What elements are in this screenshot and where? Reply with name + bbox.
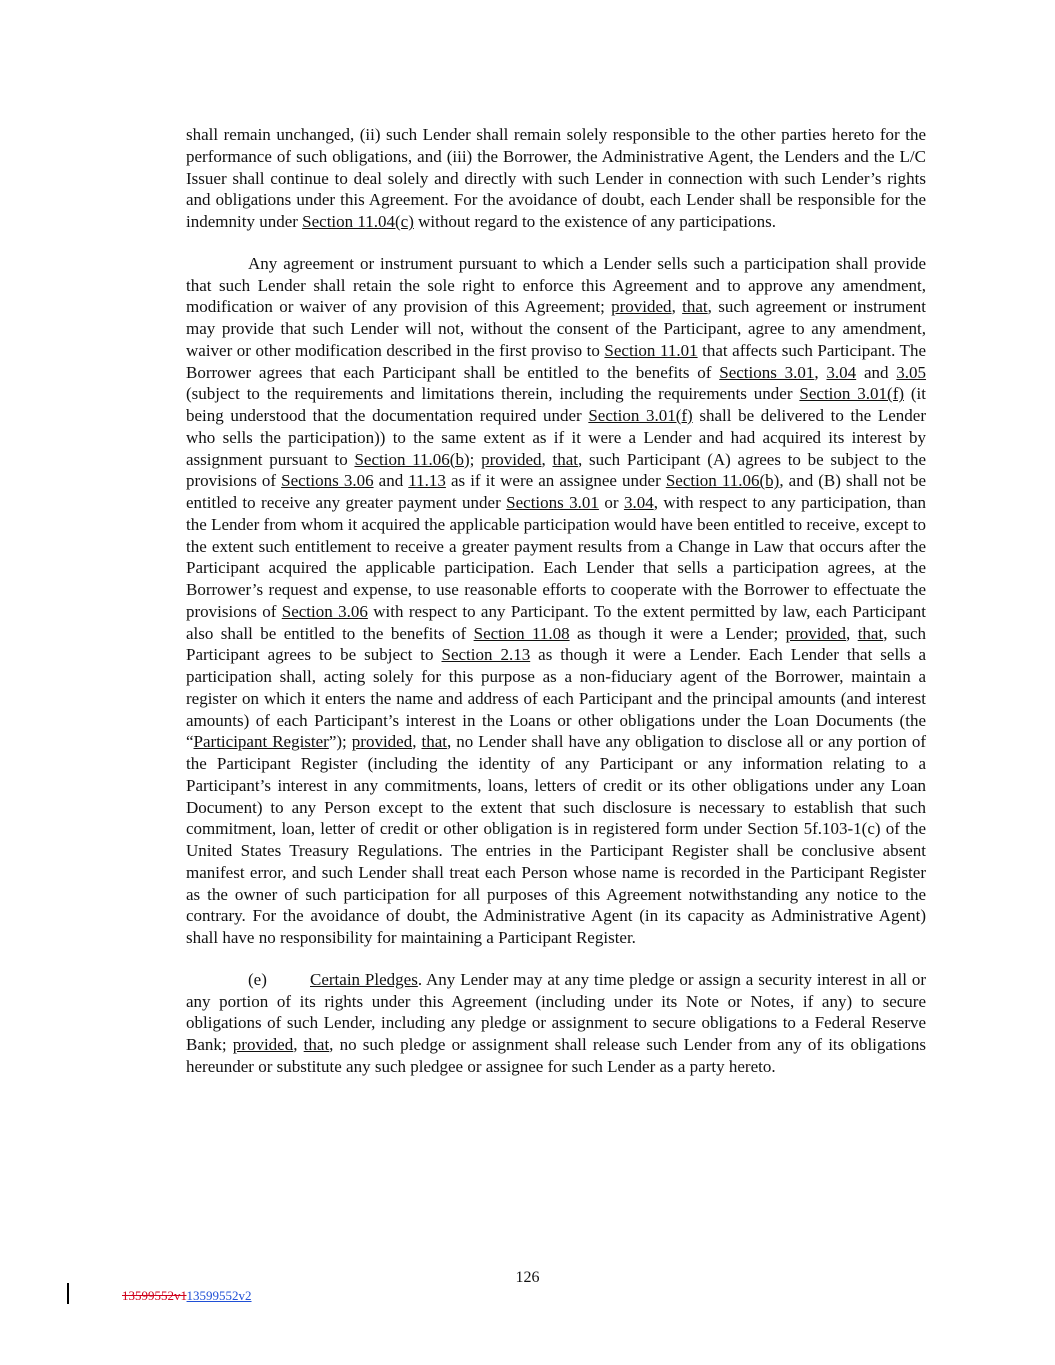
- text-run: , no Lender shall have any obligation to disclose all or any portion of the Participant Register (including the identity of any Participant or any information relating to a Participant’s interest in any commitments, loans, letters of credit or its other obligations under any Loan Document) to any Person except to the extent that such disclosure is necessary to establish that such commitment, loan, letter of credit or other obligation is in registered form under Section 5f.103-1(c) of the United States Treasury Regulations. The entries in the Participant Register shall be conclusive absent manifest error, and such Lender shall treat each Person whose name is recorded in the Participant Register as the owner of such participation for all purposes of this Agreement notwithstanding any notice to the contrary. For the avoidance of doubt, the Administrative Agent (in its capacity as Administrative Agent) shall have no responsibility for maintaining a Participant Register.: [186, 732, 926, 947]
- proviso-term: that: [421, 732, 447, 752]
- proviso-term: provided: [351, 732, 413, 752]
- proviso-term: provided: [611, 297, 672, 317]
- text-run: with respect to any Participant. To the extent permitted by law, each Participant also shall be entitled to the benefits of: [186, 601, 927, 643]
- defined-term: Participant Register: [193, 732, 329, 752]
- text-run: ”);: [328, 732, 352, 752]
- text-run: as though it were a Lender. Each Lender that sells a participation shall, acting solely for this purpose as a non-fiduciary agent of the Borrower, maintain a register on which it enters the name and address of each Participant and the principal amounts (and interest amounts) of each Participant’s interest in the Loans or other obligations under the Loan Documents (the “: [186, 645, 927, 752]
- text-run: ,: [671, 297, 683, 317]
- section-reference: Sections 3.06: [281, 471, 374, 491]
- section-reference: Section 2.13: [441, 645, 531, 665]
- proviso-term: provided: [481, 449, 542, 469]
- document-id-inserted: 13599552v2: [186, 1288, 252, 1303]
- section-reference: Section 11.01: [604, 340, 698, 360]
- proviso-term: that: [857, 623, 884, 643]
- section-reference: Sections 3.01: [506, 493, 599, 512]
- text-run: ,: [541, 449, 553, 469]
- text-run: , such agreement or instrument may provide that such Lender will not, without the consent of the Participant, agree to any amendment, waiver or other modification described in the first proviso to: [186, 297, 926, 360]
- text-run: , such Participant (A) agrees to be subject to the provisions of: [186, 449, 927, 491]
- text-run: ,: [814, 362, 827, 382]
- text-run: without regard to the existence of any participations.: [413, 212, 776, 231]
- text-run: , with respect to any participation, than the Lender from whom it acquired the applicable participation would have been entitled to receive, except to the extent such entitlement to receive a greater payment results from a Change in Law that occurs after the Participant acquired the applicable participation. Each Lender that sells a participation agrees, at the Borrower’s request and expense, to use reasonable efforts to cooperate with the Borrower to effectuate the provisions of: [186, 493, 926, 621]
- text-run: as though it were a Lender;: [569, 623, 786, 643]
- text-run: (subject to the requirements and limitations therein, including the requirements under: [186, 384, 800, 404]
- proviso-term: provided: [785, 623, 847, 643]
- text-run: , such Participant agrees to be subject to: [186, 623, 926, 665]
- clause-heading: Certain Pledges: [310, 969, 418, 989]
- paragraph-participant-rights: [186, 253, 926, 949]
- text-run: as if it were an assignee under: [445, 471, 666, 491]
- section-reference: Section 11.08: [473, 623, 570, 643]
- section-reference: Section 11.06(b): [354, 449, 470, 469]
- text-run: , and (B) shall not be entitled to receive any greater payment under: [186, 471, 927, 512]
- proviso-term: that: [682, 297, 708, 317]
- section-reference: 3.05: [896, 362, 927, 382]
- text-run: ,: [412, 732, 422, 752]
- text-run: . Any Lender may at any time pledge or assign a security interest in all or any portion of its rights under this Agreement (including under its Note or Notes, if any) to secure obligations of such Lender, including any pledge or assignment to secure obligations to a Federal Reserve Bank;: [186, 969, 927, 1054]
- section-reference: Section 3.01(f): [799, 384, 905, 404]
- document-id-deleted: 13599552v1: [122, 1288, 187, 1303]
- document-id: [122, 1288, 252, 1304]
- text-run: Any agreement or instrument pursuant to which a Lender sells such a participation shall provide that such Lender shall retain the sole right to enforce this Agreement and to approve any amendment, modification or waiver of any provision of this Agreement;: [186, 253, 926, 317]
- section-reference: Section 3.01(f): [588, 406, 693, 425]
- section-reference: 11.13: [408, 471, 446, 491]
- text-run: ,: [293, 1035, 304, 1054]
- text-run: , no such pledge or assignment shall release such Lender from any of its obligations hereunder or substitute any such pledgee or assignee for such Lender as a party hereto.: [186, 1035, 927, 1076]
- proviso-term: provided: [232, 1035, 294, 1054]
- text-run: and: [373, 471, 409, 491]
- text-run: or: [598, 493, 624, 512]
- text-run: that affects such Participant. The Borrower agrees that each Participant shall be entitled to the benefits of: [186, 340, 926, 382]
- text-run: ,: [846, 623, 858, 643]
- text-run: shall remain unchanged, (ii) such Lender shall remain solely responsible to the other parties hereto for the performance of such obligations, and (iii) the Borrower, the Administrative Agent, the Lenders and the L/C Issuer shall continue to deal solely and directly with such Lender in connection with such Lender’s rights and obligations under this Agreement. For the avoidance of doubt, each Lender shall be responsible for the indemnity under: [186, 125, 926, 231]
- document-page: [186, 124, 926, 1098]
- section-reference: 3.04: [826, 362, 857, 382]
- text-run: shall be delivered to the Lender who sells the participation)) to the same extent as if it were a Lender and had acquired its interest by assignment pursuant to: [186, 406, 926, 469]
- proviso-term: that: [303, 1035, 330, 1054]
- proviso-term: that: [552, 449, 578, 469]
- text-run: (it being understood that the documentation required under: [186, 384, 927, 425]
- section-reference: 3.04: [623, 493, 654, 512]
- page-number: 126: [515, 1269, 540, 1286]
- text-run: and: [856, 362, 897, 382]
- paragraph-certain-pledges: [186, 969, 926, 1078]
- section-reference: Section 11.04(c): [302, 212, 414, 231]
- paragraph-participation-continued: [186, 124, 926, 233]
- section-reference: Sections 3.01: [719, 362, 815, 382]
- section-reference: Section 3.06: [281, 601, 368, 621]
- text-run: ;: [469, 449, 482, 469]
- revision-change-bar: [67, 1283, 69, 1304]
- section-reference: Section 11.06(b): [665, 471, 780, 491]
- clause-label: (e): [248, 969, 267, 989]
